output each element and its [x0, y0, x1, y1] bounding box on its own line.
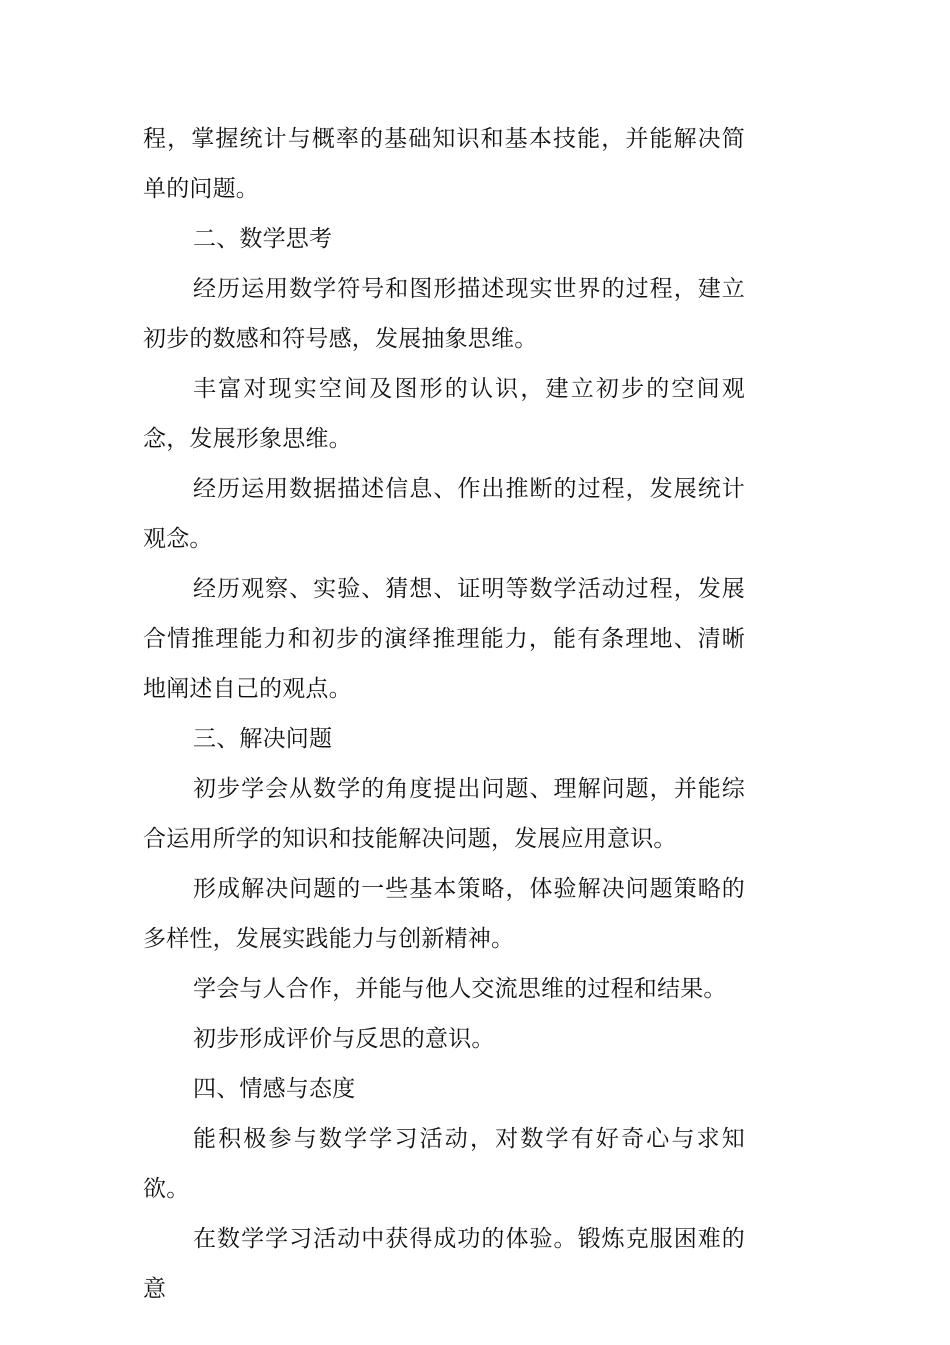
paragraph: 形成解决问题的一些基本策略，体验解决问题策略的多样性，发展实践能力与创新精神。 — [143, 876, 745, 952]
paragraph: 经历运用数学符号和图形描述现实世界的过程，建立初步的数感和符号感，发展抽象思维。 — [143, 276, 745, 352]
document-body — [143, 114, 745, 1314]
paragraph: 经历运用数据描述信息、作出推断的过程，发展统计观念。 — [143, 476, 745, 552]
section-heading-problem-solving: 三、解决问题 — [193, 726, 333, 752]
paragraph: 能积极参与数学学习活动，对数学有好奇心与求知欲。 — [143, 1126, 745, 1202]
paragraph: 经历观察、实验、猜想、证明等数学活动过程，发展合情推理能力和初步的演绎推理能力，能有条理地、清晰地阐述自己的观点。 — [143, 576, 745, 702]
paragraph: 初步学会从数学的角度提出问题、理解问题，并能综合运用所学的知识和技能解决问题，发展应用意识。 — [143, 776, 745, 852]
paragraph: 在数学学习活动中获得成功的体验。锻炼克服困难的意 — [143, 1226, 745, 1302]
paragraph: 丰富对现实空间及图形的认识，建立初步的空间观念，发展形象思维。 — [143, 376, 745, 452]
paragraph: 学会与人合作，并能与他人交流思维的过程和结果。 — [193, 976, 727, 1002]
section-heading-emotion-attitude: 四、情感与态度 — [193, 1076, 356, 1102]
section-heading-math-thinking: 二、数学思考 — [193, 226, 333, 252]
paragraph: 初步形成评价与反思的意识。 — [193, 1026, 495, 1052]
paragraph-continuation: 程，掌握统计与概率的基础知识和基本技能，并能解决简单的问题。 — [143, 126, 745, 202]
